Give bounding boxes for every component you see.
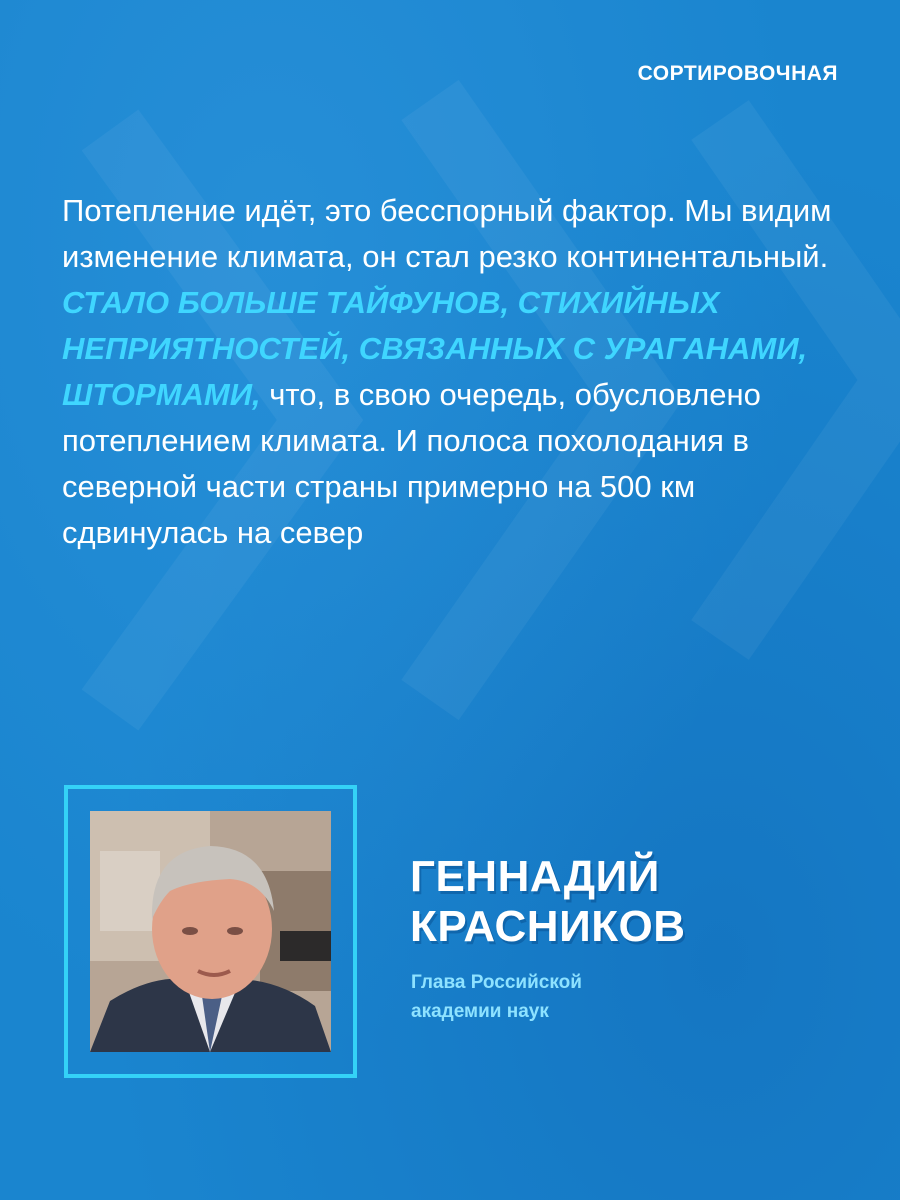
speaker-name <box>410 852 686 952</box>
speaker-role: Глава Российской академии наук <box>411 972 582 1022</box>
speaker-photo-frame <box>64 785 357 1078</box>
portrait-image <box>90 811 331 1052</box>
brand-label: СОРТИРОВОЧНАЯ <box>637 62 838 85</box>
quote-text <box>62 188 852 556</box>
quote-part-1: Потепление идёт, это бесспорный фактор. Мы видим изменение климата, он стал резко континентальный. <box>62 193 832 274</box>
speaker-photo <box>90 811 331 1052</box>
speaker-first-name: ГЕННАДИЙ <box>410 852 660 901</box>
quote-part-2: что, в свою очередь, обусловлено потеплением климата. И полоса похолодания в северной части страны примерно на 500 км сдвинулась на север <box>62 377 761 550</box>
speaker-last-name: КРАСНИКОВ <box>410 902 686 951</box>
quote-highlight: СТАЛО БОЛЬШЕ ТАЙФУНОВ, СТИХИЙНЫХ НЕПРИЯТНОСТЕЙ, СВЯЗАННЫХ С УРАГАНАМИ, ШТОРМАМИ, <box>62 285 808 412</box>
